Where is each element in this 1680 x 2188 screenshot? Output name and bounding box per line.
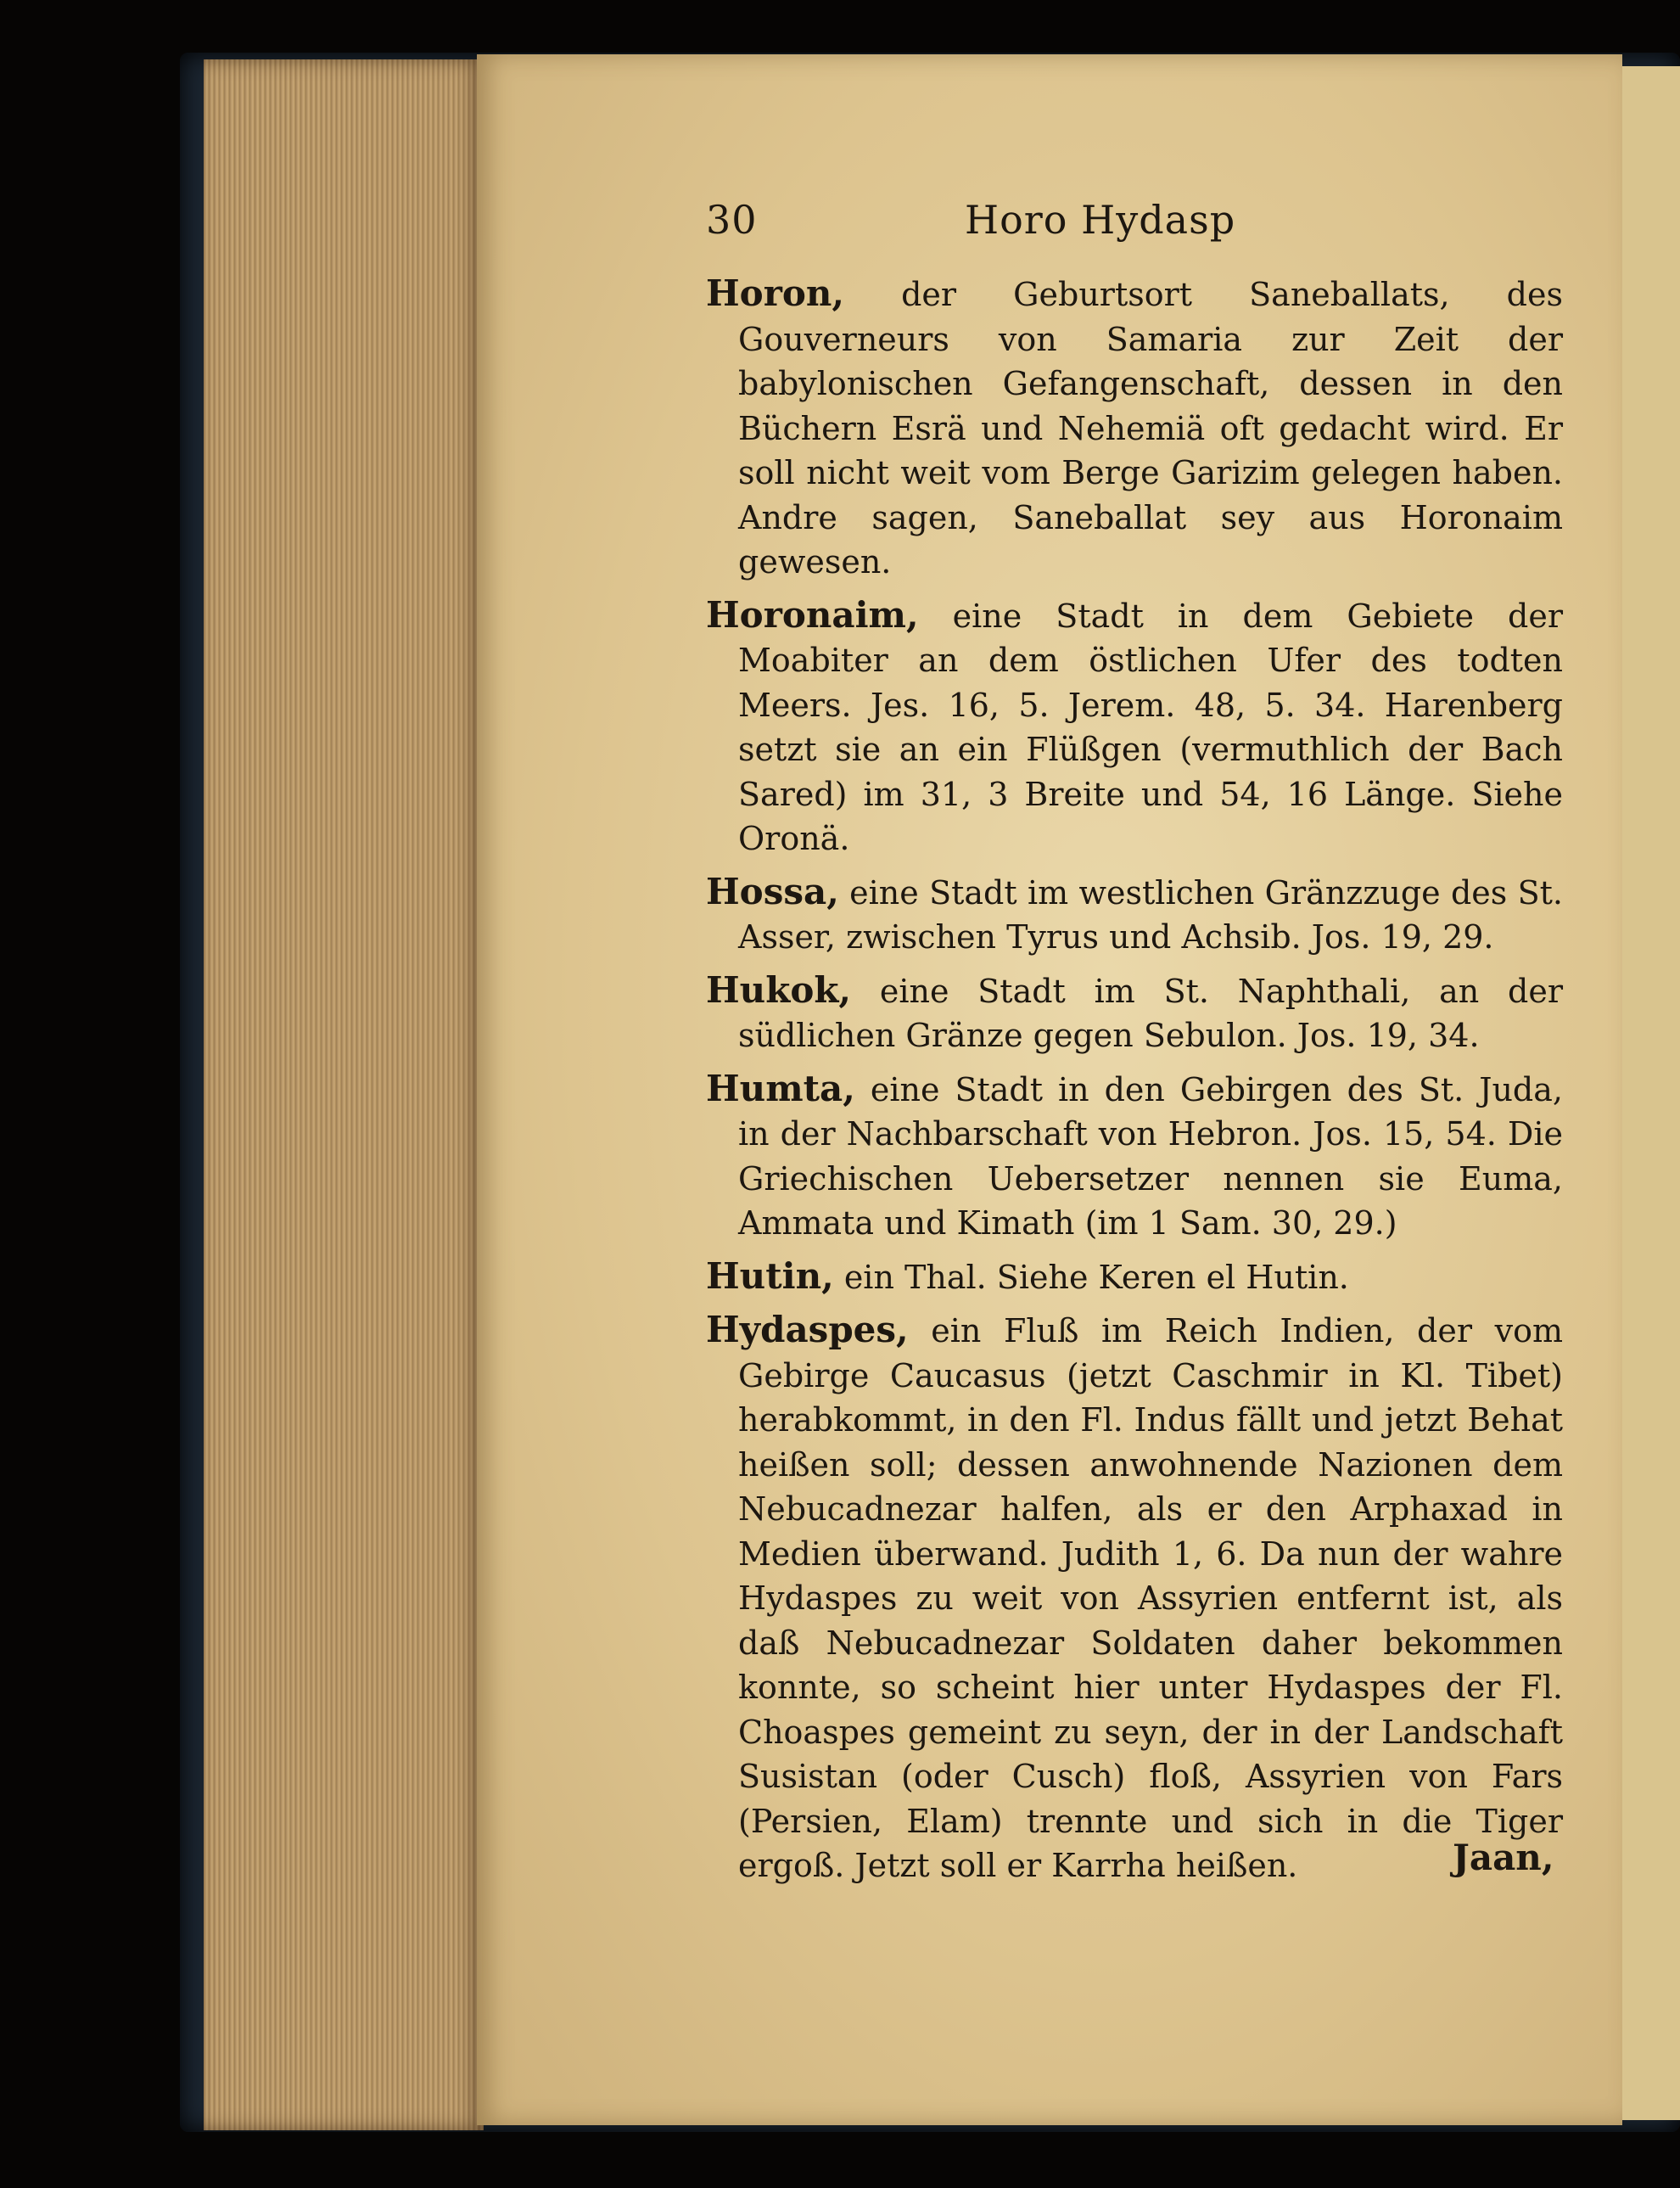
entry-lemma: Hydaspes,	[706, 1309, 909, 1350]
entry-text: ein Fluß im Reich Indien, der vom Gebirge Caucasus (jetzt Caschmir in Kl. Tibet) herabkommt, in den Fl. Indus fällt und jetzt Behat heißen soll; dessen anwohnende Nazionen dem Nebucadnezar halfen, als er den Arphaxad in Medien überwand. Judith 1, 6. Da nun der wahre Hydaspes zu weit von Assyrien entfernt ist, als daß Nebucadnezar Soldaten daher bekommen konnte, so scheint hier unter Hydaspes der Fl. Choaspes gemeint zu seyn, der in der Landschaft Susistan (oder Cusch) floß, Assyrien von Fars (Persien, Elam) trennte und sich in die Tiger ergoß. Jetzt soll er Karrha heißen.	[738, 1312, 1563, 1884]
entry-horonaim	[706, 593, 1563, 861]
entry-hutin	[706, 1254, 1563, 1300]
entry-text: eine Stadt im St. Naphthali, an der südlichen Gränze gegen Sebulon. Jos. 19, 34.	[738, 972, 1563, 1054]
running-head: Horo Hydasp	[965, 197, 1236, 243]
page-header	[706, 197, 1300, 256]
entry-text: eine Stadt in den Gebirgen des St. Juda, in der Nachbarschaft von Hebron. Jos. 15, 54. Die Griechischen Uebersetzer nennen sie Euma, Ammata und Kimath (im 1 Sam. 30, 29.)	[738, 1070, 1563, 1242]
entry-lemma: Hossa,	[706, 870, 839, 912]
entry-text: eine Stadt in dem Gebiete der Moabiter an dem östlichen Ufer des todten Meers. Jes. 16, 5. Jerem. 48, 5. 34. Harenberg setzt sie an ein Flüßgen (vermuthlich der Bach Sared) im 31, 3 Breite und 54, 16 Länge. Siehe Oronä.	[738, 597, 1563, 857]
entry-hydaspes	[706, 1308, 1563, 1888]
page-edges	[204, 59, 484, 2130]
facing-page-edge	[1622, 66, 1680, 2120]
entry-hossa	[706, 870, 1563, 960]
entry-lemma: Hutin,	[706, 1254, 834, 1297]
entry-lemma: Horon,	[706, 272, 844, 314]
entry-lemma: Hukok,	[706, 968, 852, 1011]
catchword: Jaan,	[1453, 1837, 1554, 1878]
dictionary-entries	[706, 272, 1563, 1897]
page-number: 30	[706, 197, 758, 243]
entry-text: der Geburtsort Saneballats, des Gouverneurs von Samaria zur Zeit der babylonischen Gefangenschaft, dessen in den Büchern Esrä und Nehemiä oft gedacht wird. Er soll nicht weit vom Berge Garizim gelegen haben. Andre sagen, Saneballat sey aus Horonaim gewesen.	[738, 276, 1563, 581]
entry-lemma: Humta,	[706, 1067, 855, 1109]
entry-horon	[706, 272, 1563, 585]
entry-hukok	[706, 968, 1563, 1058]
entry-text: ein Thal. Siehe Keren el Hutin.	[833, 1258, 1349, 1296]
entry-lemma: Horonaim,	[706, 593, 919, 636]
entry-humta	[706, 1067, 1563, 1246]
entry-text: eine Stadt im westlichen Gränzzuge des St. Asser, zwischen Tyrus und Achsib. Jos. 19, 29.	[738, 873, 1563, 956]
